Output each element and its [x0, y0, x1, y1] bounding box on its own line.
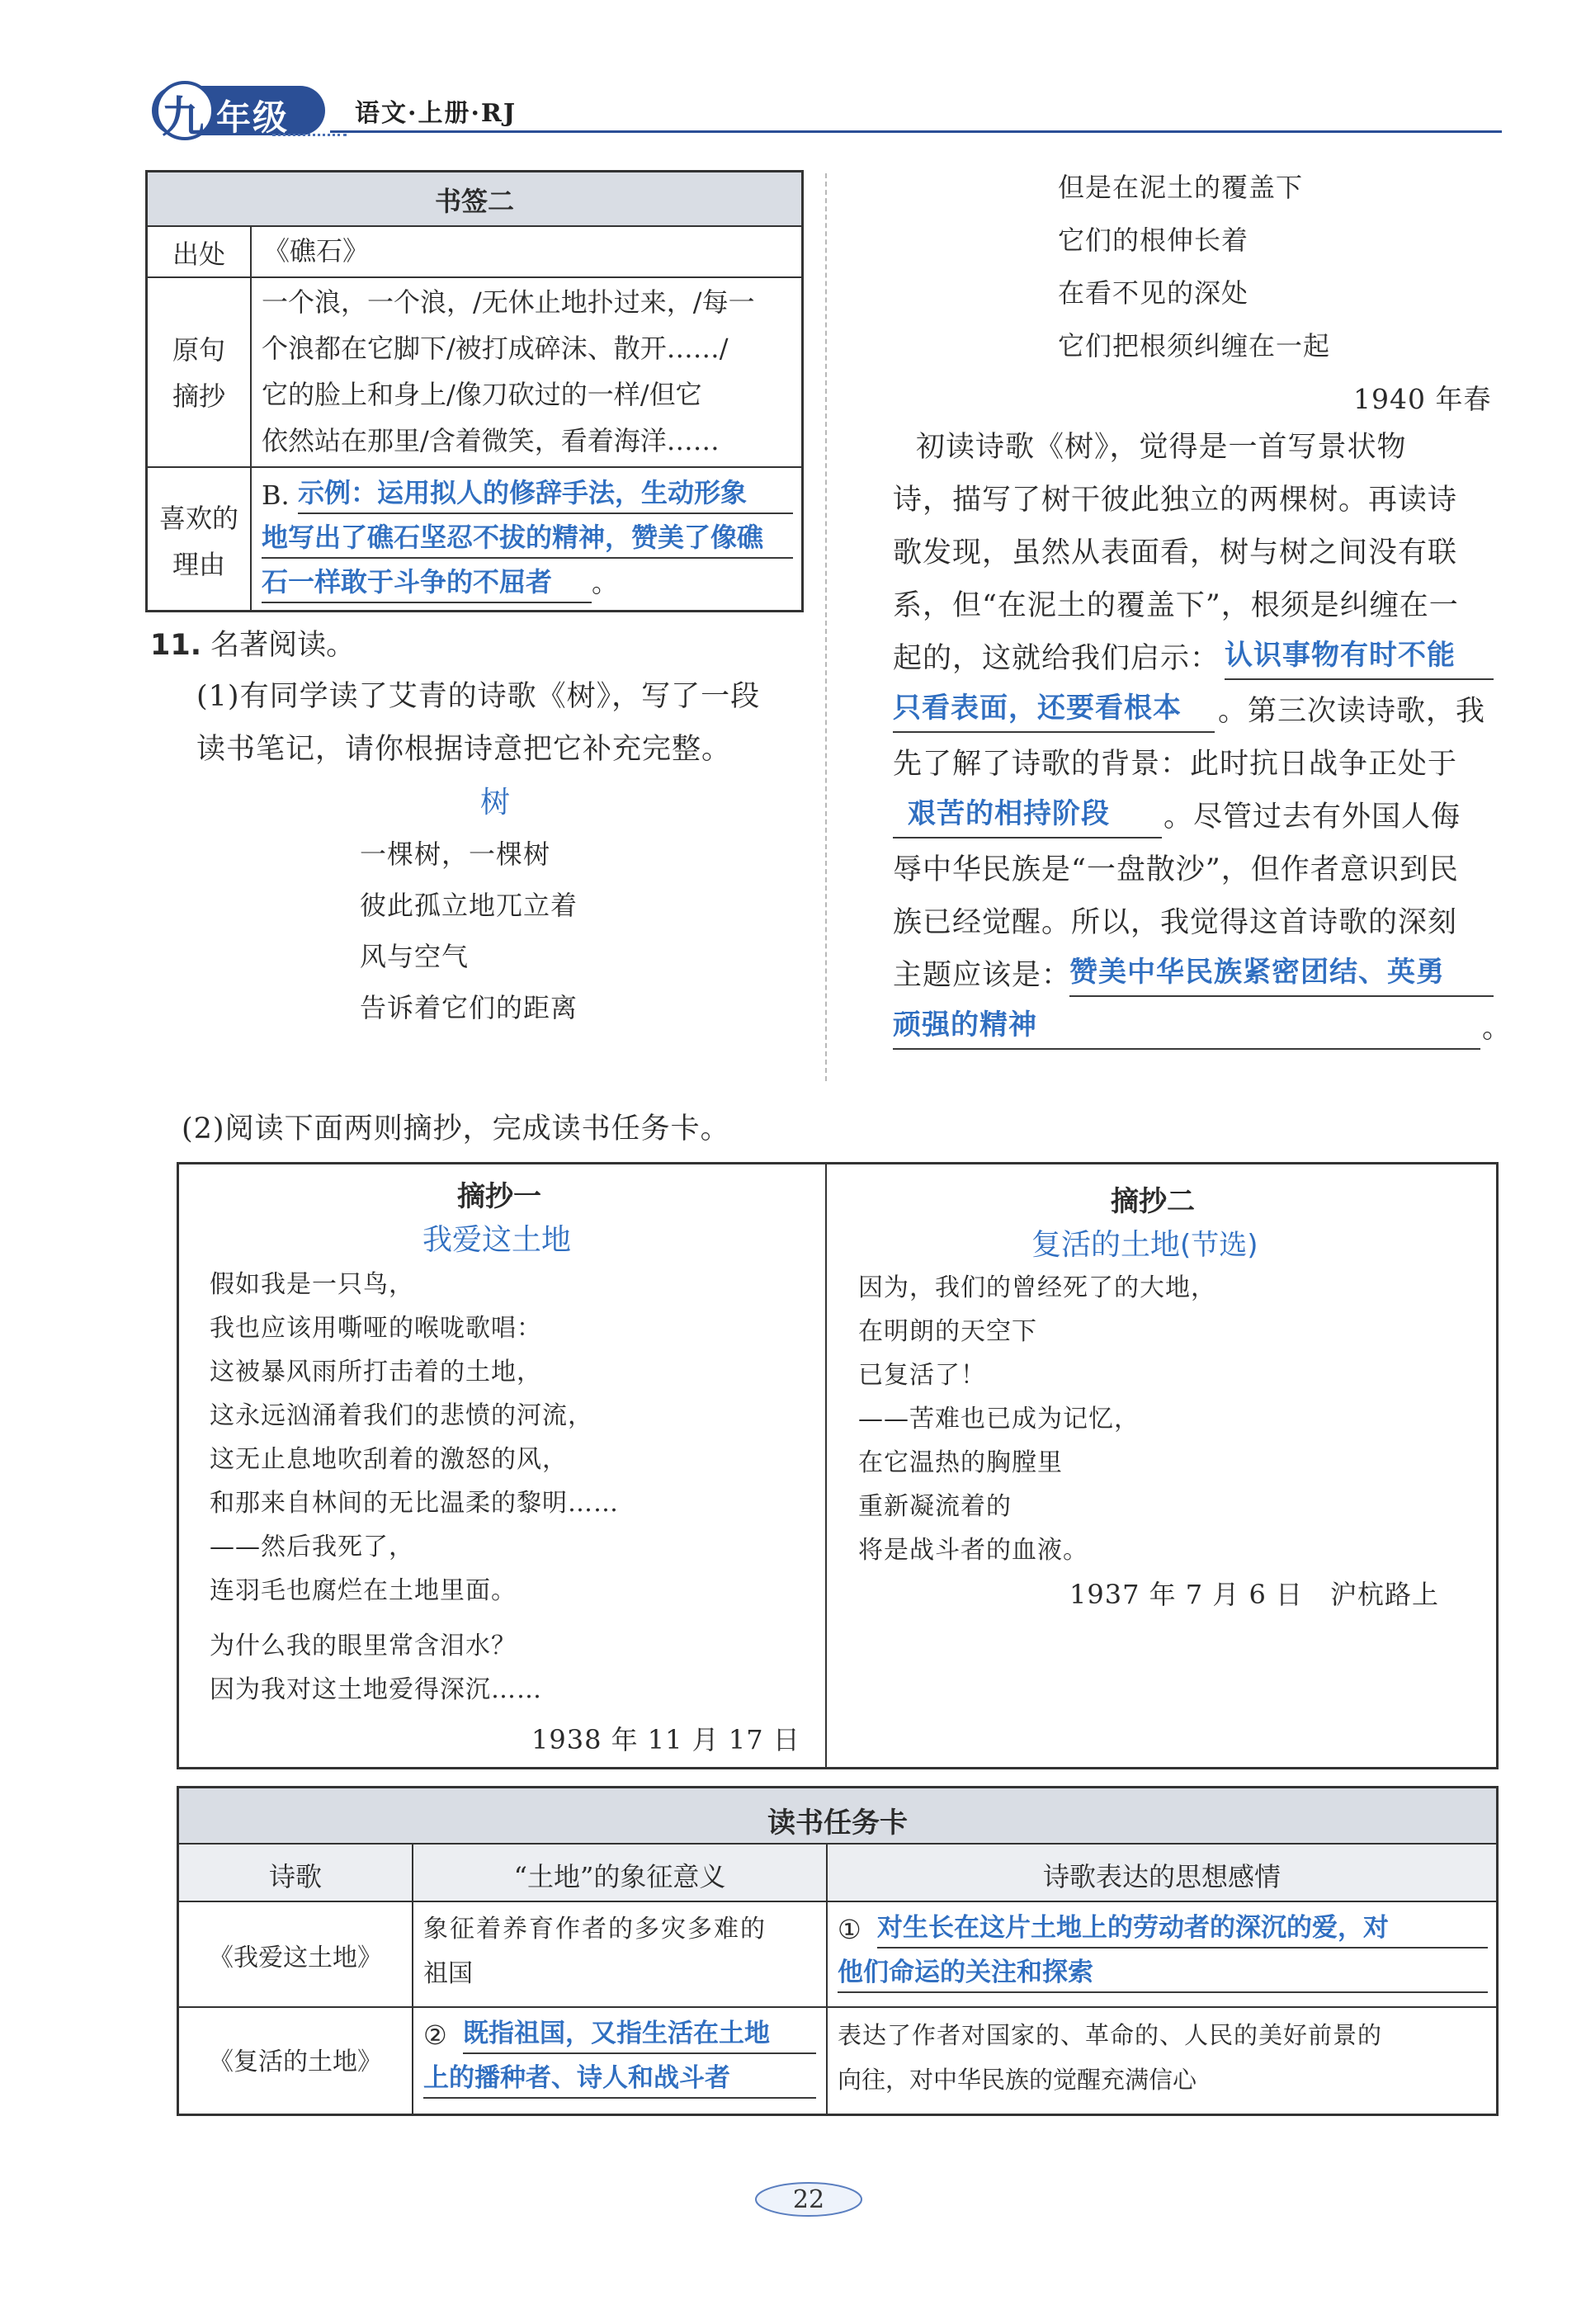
row1-symbol: 祖国	[423, 1959, 473, 1988]
poem-line: 但是在泥土的覆盖下	[1058, 172, 1304, 203]
poem-line: 告诉着它们的距离	[360, 992, 578, 1023]
answer-3b: 顽强的精神	[893, 1002, 1480, 1050]
excerpt1-line: 和那来自林间的无比温柔的黎明……	[210, 1489, 619, 1518]
end-period: 。	[1482, 1012, 1513, 1045]
task-card-rule	[179, 2006, 1496, 2008]
note-line: 辱中华民族是“一盘散沙”，但作者意识到民	[893, 853, 1459, 886]
part2-line: (2)阅读下面两则摘抄，完成读书任务卡。	[182, 1112, 730, 1145]
col-poem-header: 诗歌	[268, 1861, 322, 1892]
answer-1b: 只看表面，还要看根本	[893, 685, 1215, 733]
grade-badge-rest	[216, 91, 289, 140]
quote-label-2: 摘抄	[172, 380, 225, 412]
answer-2: 艰苦的相持阶段	[893, 791, 1162, 838]
reason-label-2: 理由	[172, 549, 225, 580]
row2-poem: 《复活的土地》	[209, 2048, 382, 2076]
row1-poem: 《我爱这土地》	[209, 1944, 382, 1972]
answer-3a: 赞美中华民族紧密团结、英勇	[1069, 949, 1494, 997]
row2-symbol-num: ②	[423, 2019, 447, 2051]
excerpt2-line: 在明朗的天空下	[858, 1317, 1037, 1346]
row2-feeling: 表达了作者对国家的、革命的、人民的美好前景的	[838, 2021, 1383, 2049]
poem-line: 一棵树，一棵树	[360, 838, 551, 870]
note-line-prefix: 主题应该是：	[893, 959, 1072, 992]
excerpt2-title-note: (节选)	[1180, 1229, 1258, 1262]
page-number: 22	[792, 2185, 825, 2214]
quote-line: 它的脸上和身上/像刀砍过的一样/但它	[262, 379, 702, 410]
column-divider	[825, 173, 827, 1081]
row2-symbol-answer: 既指祖国，又指生活在土地	[463, 2015, 816, 2054]
reason-prefix: B.	[262, 479, 290, 511]
task-card	[177, 1786, 1499, 2116]
question-11	[150, 622, 355, 664]
excerpt2-title-wrap	[1031, 1221, 1258, 1264]
excerpt2-line: 重新凝流着的	[858, 1492, 1012, 1521]
task-card-rule	[179, 1843, 1496, 1845]
row2-feeling: 向往，对中华民族的觉醒充满信心	[838, 2066, 1197, 2094]
note-line: 系，但“在泥土的覆盖下”，根须是纠缠在一	[893, 589, 1459, 622]
grade-badge-char	[162, 83, 205, 144]
excerpt2-line: 因为，我们的曾经死了的大地，	[858, 1273, 1216, 1302]
reason-end: 。	[592, 567, 619, 598]
excerpt1-line: 连羽毛也腐烂在土地里面。	[210, 1576, 517, 1605]
quote-label-1: 原句	[172, 334, 225, 366]
excerpt2-title: 复活的土地	[1031, 1228, 1181, 1262]
reason-answer-line: 示例：运用拟人的修辞手法，生动形象	[298, 473, 793, 514]
excerpt1-line: 因为我对这土地爱得深沉……	[210, 1675, 542, 1704]
excerpt1-line: 为什么我的眼里常含泪水？	[210, 1632, 517, 1660]
note-line: 先了解了诗歌的背景：此时抗日战争正处于	[893, 748, 1458, 781]
note-line: 起的，这就给我们启示：	[893, 642, 1220, 675]
note-line: 初读诗歌《树》，觉得是一首写景状物	[916, 431, 1407, 464]
quote-line: 依然站在那里/含着微笑，看着海洋……	[262, 425, 720, 456]
row1-feeling-answer: 对生长在这片土地上的劳动者的深沉的爱，对	[877, 1909, 1488, 1948]
excerpt2-line: 将是战斗者的血液。	[858, 1536, 1088, 1565]
poem-line: 风与空气	[360, 941, 470, 972]
header-rule	[330, 130, 1502, 133]
reason-answer-line: 石一样敢于斗争的不屈者	[262, 562, 592, 603]
poem-line: 它们把根须纠缠在一起	[1058, 330, 1331, 361]
excerpt2-line: 在它温热的胸膛里	[858, 1448, 1063, 1477]
excerpt1-heading: 摘抄一	[457, 1180, 541, 1213]
excerpt1-line: ——然后我死了，	[210, 1533, 414, 1561]
excerpt1-line: 这无止息地吹刮着的激怒的风，	[210, 1445, 568, 1474]
bookmark-rule	[148, 276, 801, 278]
excerpt1-line: 我也应该用嘶哑的喉咙歌唱：	[210, 1314, 542, 1343]
header-dots	[272, 134, 347, 141]
bookmark-title: 书签二	[434, 186, 514, 217]
row1-feeling-num: ①	[838, 1914, 861, 1945]
excerpt1-line: 假如我是一只鸟，	[210, 1270, 414, 1299]
bookmark-table	[145, 170, 804, 612]
poem-line: 彼此孤立地兀立着	[360, 890, 578, 921]
bookmark-col-rule	[250, 225, 252, 610]
excerpt-divider	[825, 1162, 827, 1769]
task-card-rule	[179, 1901, 1496, 1902]
reason-answer-line: 地写出了礁石坚忍不拔的精神，赞美了像礁	[262, 517, 793, 559]
poem-date: 1940 年春	[1353, 383, 1492, 415]
quote-line: 个浪都在它脚下/被打成碎沫、散开……/	[262, 333, 729, 364]
poem-line: 它们的根伸长着	[1058, 224, 1249, 256]
bookmark-rule	[148, 225, 801, 227]
note-after-answer-1: 。第三次读诗歌，我	[1218, 695, 1486, 728]
question-title: 名著阅读。	[210, 629, 356, 662]
excerpt2-line: 已复活了！	[858, 1361, 986, 1390]
row1-feeling-answer: 他们命运的关注和探索	[838, 1953, 1488, 1993]
part1-line: (1)有同学读了艾青的诗歌《树》，写了一段	[196, 680, 761, 713]
excerpt2-heading: 摘抄二	[1111, 1185, 1195, 1218]
bookmark-rule	[148, 466, 801, 468]
task-card-title: 读书任务卡	[767, 1807, 908, 1840]
quote-line: 一个浪，一个浪，/无休止地扑过来，/每一	[262, 286, 755, 318]
reason-label-1: 喜欢的	[158, 503, 238, 534]
source-value: 《礁石》	[263, 235, 370, 267]
row2-symbol-answer: 上的播种者、诗人和战斗者	[423, 2059, 816, 2099]
grade-badge-text-first: 九	[162, 92, 205, 143]
note-after-answer-2: 。尽管过去有外国人侮	[1164, 801, 1461, 834]
note-line: 诗，描写了树干彼此独立的两棵树。再读诗	[893, 484, 1458, 517]
col-symbol-header: “土地”的象征意义	[513, 1861, 726, 1892]
excerpt1-line: 这被暴风雨所打击着的土地，	[210, 1358, 542, 1386]
grade-badge-text-rest: 年级	[216, 97, 290, 138]
question-number: 11.	[150, 629, 202, 662]
excerpt2-date: 1937 年 7 月 6 日 沪杭路上	[1069, 1579, 1440, 1610]
excerpt1-date: 1938 年 11 月 17 日	[531, 1724, 800, 1755]
source-label: 出处	[172, 239, 225, 270]
poem-line: 在看不见的深处	[1058, 277, 1249, 309]
row1-symbol: 象征着养育作者的多灾多难的	[423, 1915, 767, 1944]
poem-title: 树	[480, 786, 511, 820]
excerpt2-line: ——苦难也已成为记忆，	[858, 1405, 1140, 1434]
note-line: 歌发现，虽然从表面看，树与树之间没有联	[893, 536, 1458, 569]
col-feeling-header: 诗歌表达的思想感情	[1042, 1861, 1281, 1892]
note-line: 族已经觉醒。所以，我觉得这首诗歌的深刻	[893, 906, 1458, 939]
answer-1a: 认识事物有时不能	[1225, 632, 1494, 680]
excerpt1-title: 我爱这土地	[422, 1223, 572, 1257]
part1-line: 读书笔记，请你根据诗意把它补充完整。	[196, 733, 732, 766]
excerpt1-line: 这永远汹涌着我们的悲愤的河流，	[210, 1401, 593, 1430]
header-subtitle: 语文·上册·RJ	[355, 99, 517, 128]
